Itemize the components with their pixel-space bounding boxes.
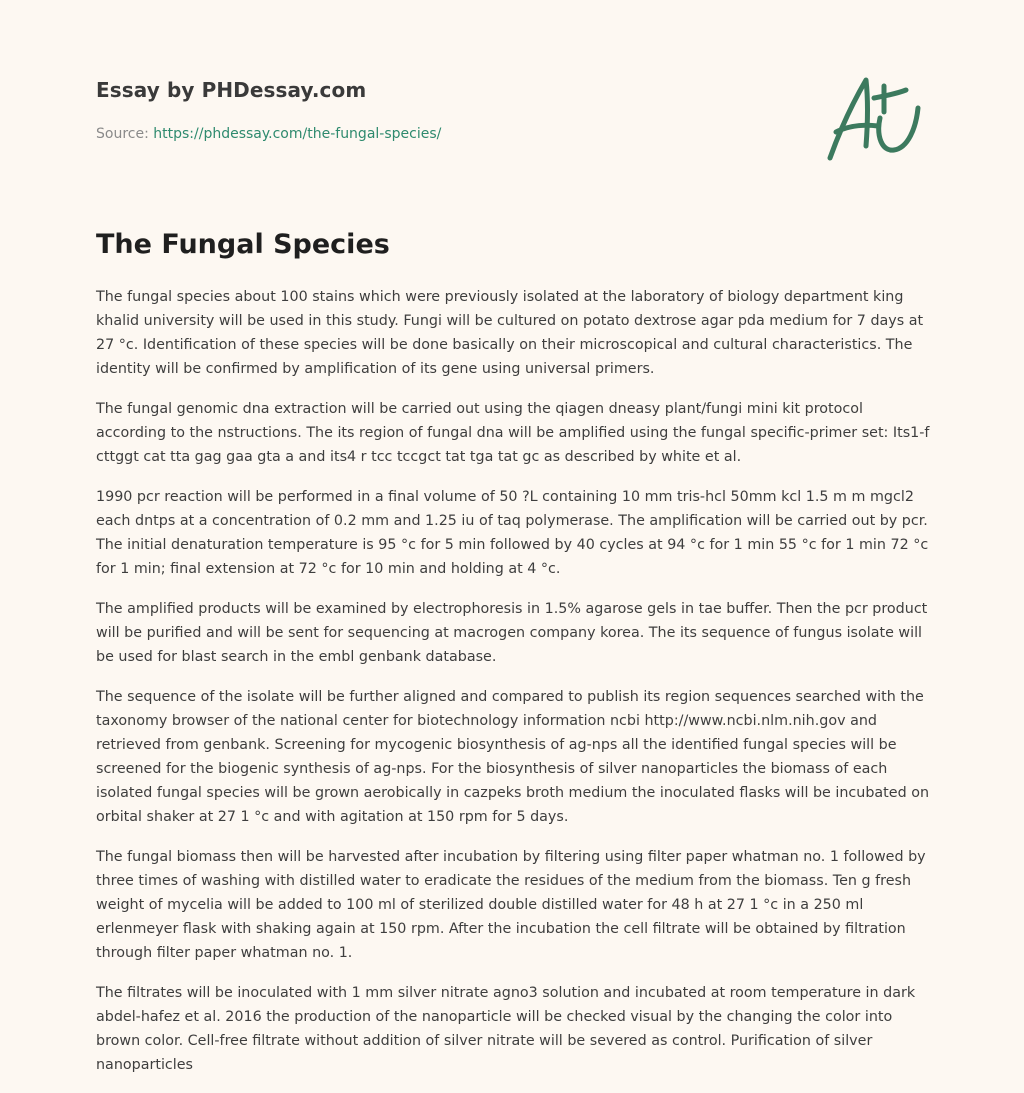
source-label: Source: <box>96 126 154 142</box>
essay-paragraph: The fungal genomic dna extraction will be carried out using the qiagen dneasy plant/fungi mini kit protocol according to the nstructions. The its region of fungal dna will be amplified using the fungal specific-primer set: Its1-f cttggt cat tta gag gaa gta a and its4 r tcc tccgct tat tga tat gc as described by white et al. <box>96 401 930 465</box>
essay-paragraph: 1990 pcr reaction will be performed in a final volume of 50 ?L containing 10 mm tris-hcl 50mm kcl 1.5 m m mgcl2 each dntps at a concentration of 0.2 mm and 1.25 iu of taq polymerase. The amplification will be carried out by pcr. The initial denaturation temperature is 95 °c for 5 min followed by 40 cycles at 94 °c for 1 min 55 °c for 1 min 72 °c for 1 min; final extension at 72 °c for 10 min and holding at 4 °c. <box>96 489 929 577</box>
brand-title: Essay by PHDessay.com <box>96 78 367 102</box>
essay-paragraph: The amplified products will be examined by electrophoresis in 1.5% agarose gels in tae buffer. Then the pcr product will be purified and will be sent for sequencing at macrogen company korea. The its sequence of fungus isolate will be used for blast search in the embl genbank database. <box>96 601 928 665</box>
essay-paragraph: The filtrates will be inoculated with 1 mm silver nitrate agno3 solution and incubated at room temperature in dark abdel-hafez et al. 2016 the production of the nanoparticle will be checked visual by the changing the color into brown color. Cell-free filtrate without addition of silver nitrate will be severed as control. Purification of silver nanoparticles <box>96 985 916 1073</box>
essay-body <box>96 285 932 1093</box>
a-plus-logo-icon <box>822 68 926 164</box>
essay-paragraph: The fungal biomass then will be harvested after incubation by filtering using filter paper whatman no. 1 followed by three times of washing with distilled water to eradicate the residues of the medium from the biomass. Ten g fresh weight of mycelia will be added to 100 ml of sterilized double distilled water for 48 h at 27 1 °c in a 250 ml erlenmeyer flask with shaking again at 150 rpm. After the incubation the cell filtrate will be obtained by filtration through filter paper whatman no. 1. <box>96 849 926 961</box>
document-header <box>96 76 696 144</box>
source-line <box>96 124 696 144</box>
source-link[interactable]: https://phdessay.com/the-fungal-species/ <box>153 126 442 142</box>
essay-title: The Fungal Species <box>96 229 390 260</box>
essay-paragraph: The fungal species about 100 stains which were previously isolated at the laboratory of biology department king khalid university will be used in this study. Fungi will be cultured on potato dextrose agar pda medium for 7 days at 27 °c. Identification of these species will be done basically on their microscopical and cultural characteristics. The identity will be confirmed by amplification of its gene using universal primers. <box>96 289 924 377</box>
essay-paragraph: The sequence of the isolate will be further aligned and compared to publish its region sequences searched with the taxonomy browser of the national center for biotechnology information ncbi http://www.ncbi.nlm.nih.gov and retrieved from genbank. Screening for mycogenic biosynthesis of ag-nps all the identified fungal species will be screened for the biogenic synthesis of ag-nps. For the biosynthesis of silver nanoparticles the biomass of each isolated fungal species will be grown aerobically in cazpeks broth medium the inoculated flasks will be incubated on orbital shaker at 27 1 °c and with agitation at 150 rpm for 5 days. <box>96 689 930 825</box>
